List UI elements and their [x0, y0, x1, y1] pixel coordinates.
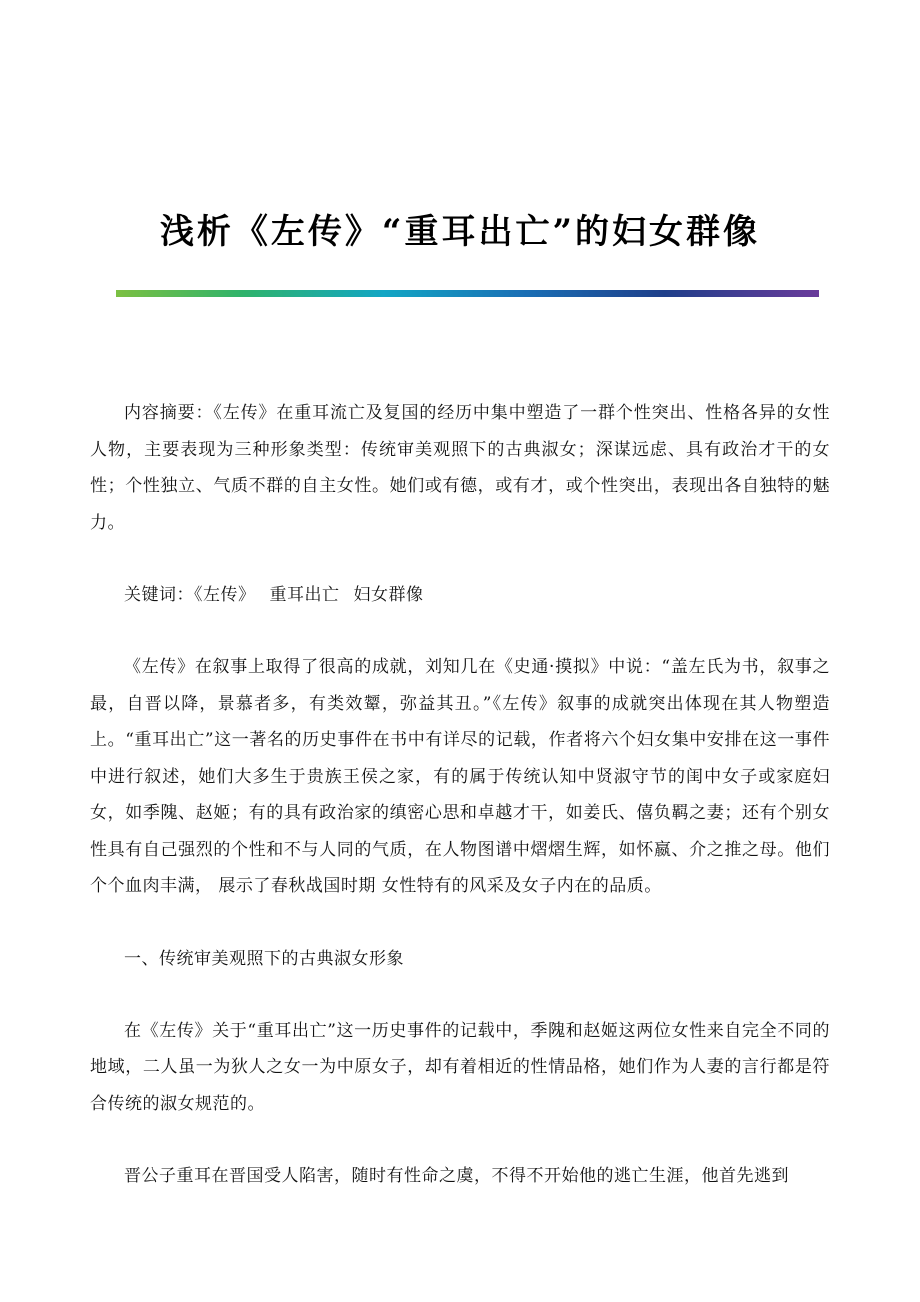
document-body [90, 395, 830, 1195]
title-divider-gradient [116, 290, 819, 297]
keyword-item: 《左传》 [194, 585, 256, 605]
section-heading: 一、传统审美观照下的古典淑女形象 [124, 948, 404, 969]
abstract-paragraph: 内容摘要：《左传》在重耳流亡及复国的经历中集中塑造了一群个性突出、性格各异的女性人物，主要表现为三种形象类型：传统审美观照下的古典淑女；深谋远虑、具有政治才干的女性；个性独立、气质不群的自主女性。她们或有德，或有才，或个性突出，表现出各自独特的魅力。 [90, 403, 830, 533]
paragraph-spacer [90, 541, 830, 577]
section-paragraph: 在《左传》关于“重耳出亡”这一历史事件的记载中，季隗和赵姬这两位女性来自完全不同的地域，二人虽一为狄人之女一为中原女子，却有着相近的性情品格，她们作为人妻的言行都是符合传统的淑女规范的。 [90, 1020, 830, 1114]
paragraph-spacer [90, 905, 830, 941]
intro-paragraph: 《左传》在叙事上取得了很高的成就，刘知几在《史通·摸拟》中说：“盖左氏为书，叙事之最，自晋以降，景慕者多，有类效颦，弥益其丑。”《左传》叙事的成就突出体现在其人物塑造上。“重耳出亡”这一著名的历史事件在书中有详尽的记载，作者将六个妇女集中安排在这一事件中进行叙述，她们大多生于贵族王侯之家，有的属于传统认知中贤淑守节的闺中女子或家庭妇女，如季隗、赵姬；有的具有政治家的缜密心思和卓越才干，如姜氏、僖负羁之妻；还有个别女性具有自己强烈的个性和不与人同的气质，在人物图谱中熠熠生辉，如怀嬴、介之推之母。他们个个血肉丰满， 展示了春秋战国时期 女性特有的风采及女子内在的品质。 [90, 657, 830, 896]
section-paragraph-continued: 晋公子重耳在晋国受人陷害，随时有性命之虞，不得不开始他的逃亡生涯，他首先逃到 [124, 1166, 789, 1186]
keyword-item: 重耳出亡 [269, 585, 340, 605]
keywords-label: 关键词： [124, 585, 194, 605]
paragraph-spacer [90, 1122, 830, 1158]
paragraph-spacer [90, 977, 830, 1013]
paragraph-spacer [90, 613, 830, 649]
keyword-item: 妇女群像 [353, 585, 424, 605]
document-title: 浅析《左传》“重耳出亡”的妇女群像 [159, 211, 761, 252]
keywords-line [90, 577, 830, 613]
